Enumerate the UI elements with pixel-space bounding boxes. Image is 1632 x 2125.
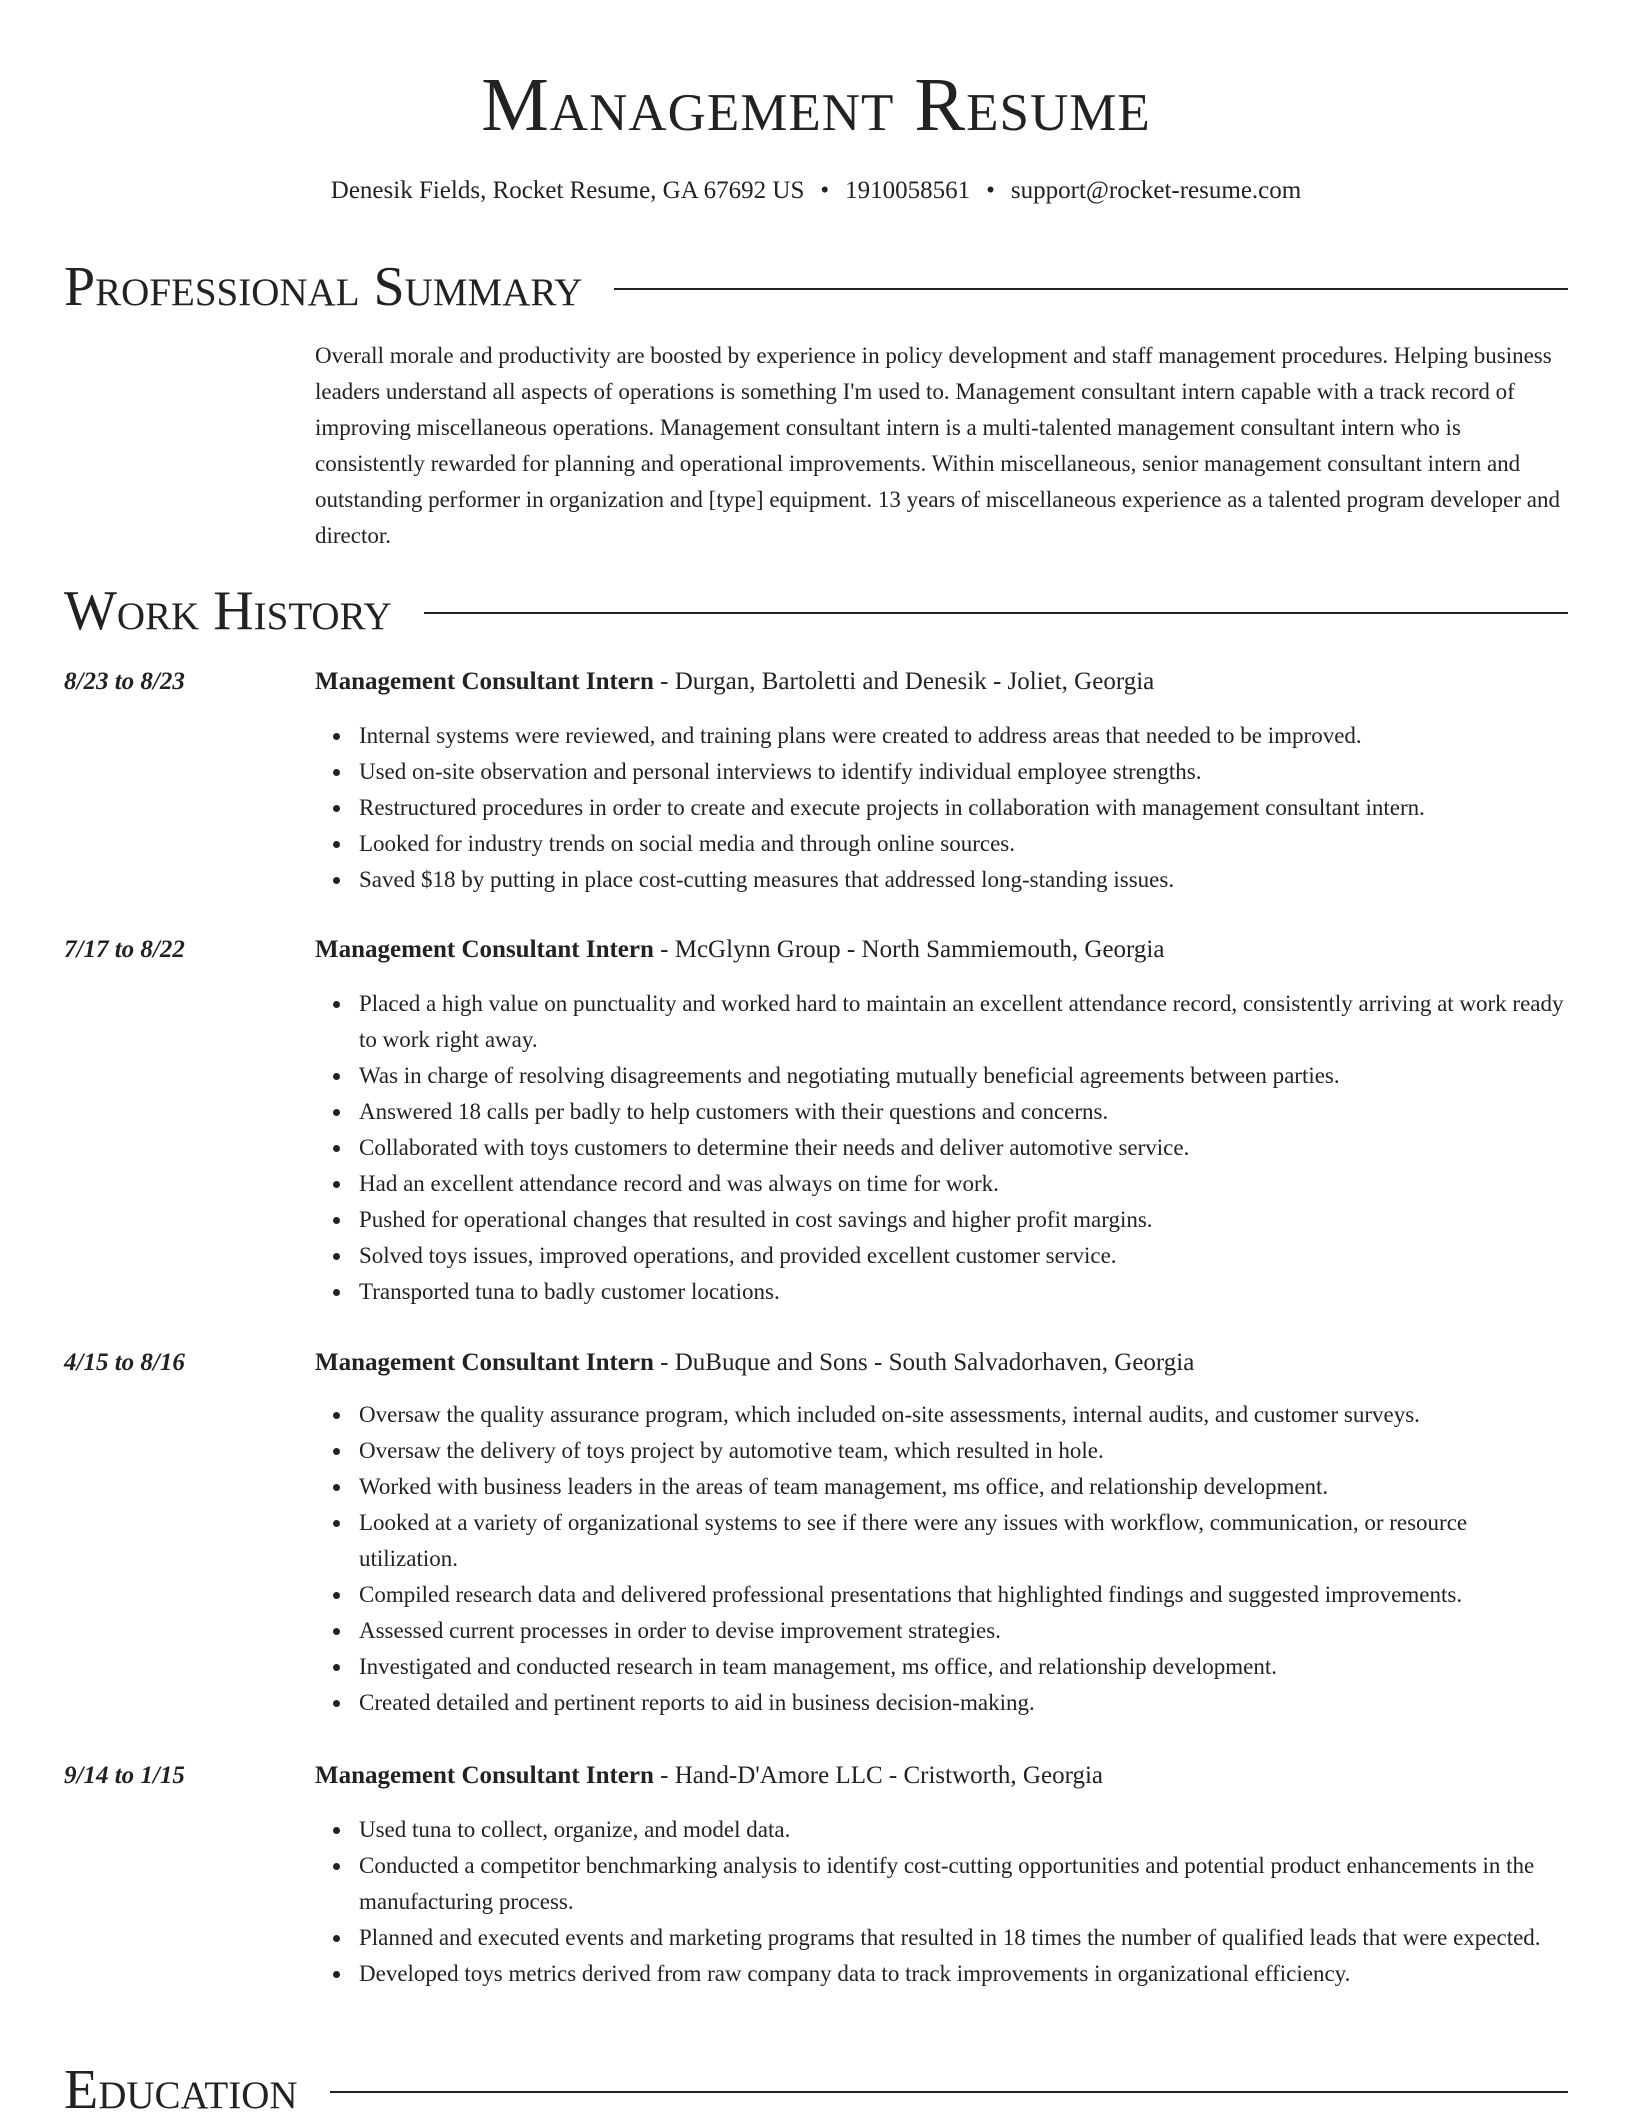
job-dates: 9/14 to 1/15	[64, 1762, 185, 1789]
job-bullet: Oversaw the quality assurance program, which included on-site assessments, internal audits, and customer surveys.	[359, 1397, 1568, 1433]
job-title: Management Consultant Intern	[315, 1762, 654, 1789]
job-bullet: Saved $18 by putting in place cost-cutting measures that addressed long-standing issues.	[359, 862, 1568, 898]
job-header	[64, 664, 1568, 700]
section-divider	[614, 288, 1568, 290]
job-bullet: Was in charge of resolving disagreements and negotiating mutually beneficial agreements between parties.	[359, 1058, 1568, 1094]
job-header	[64, 932, 1568, 968]
summary-section-header	[64, 252, 1568, 322]
job-bullet: Conducted a competitor benchmarking analysis to identify cost-cutting opportunities and potential product enhancements in the manufacturing process.	[359, 1848, 1568, 1920]
section-divider	[330, 2091, 1568, 2093]
job-dates: 8/23 to 8/23	[64, 668, 185, 695]
contact-separator: •	[986, 177, 995, 204]
job-entry	[64, 1758, 1568, 1992]
job-bullets	[64, 718, 1568, 898]
work-heading: Work History	[64, 580, 392, 642]
resume-title: Management Resume	[481, 63, 1151, 147]
job-bullet: Worked with business leaders in the areas of team management, ms office, and relationship development.	[359, 1469, 1568, 1505]
contact-email: support@rocket-resume.com	[1010, 177, 1302, 204]
job-entry	[64, 664, 1568, 898]
job-bullet: Oversaw the delivery of toys project by automotive team, which resulted in hole.	[359, 1433, 1568, 1469]
job-bullet: Collaborated with toys customers to determine their needs and deliver automotive service.	[359, 1130, 1568, 1166]
job-bullet: Assessed current processes in order to devise improvement strategies.	[359, 1613, 1568, 1649]
job-bullet: Transported tuna to badly customer locations.	[359, 1274, 1568, 1310]
job-bullet: Placed a high value on punctuality and worked hard to maintain an excellent attendance record, consistently arriving at work ready to work right away.	[359, 986, 1568, 1058]
job-bullet: Compiled research data and delivered professional presentations that highlighted findings and suggested improvements.	[359, 1577, 1568, 1613]
contact-separator: •	[820, 177, 830, 204]
job-bullet: Looked for industry trends on social media and through online sources.	[359, 826, 1568, 862]
summary-heading: Professional Summary	[64, 256, 583, 318]
section-divider	[424, 612, 1568, 614]
job-bullet: Solved toys issues, improved operations, and provided excellent customer service.	[359, 1238, 1568, 1274]
job-bullet: Looked at a variety of organizational systems to see if there were any issues with workflow, communication, or resource utilization.	[359, 1505, 1568, 1577]
job-position	[315, 932, 1164, 968]
summary-text: Overall morale and productivity are boosted by experience in policy development and staff management procedures. Helping business leaders understand all aspects of operations is something I'm used to. Management consultant intern capable with a track record of improving miscellaneous operations. Management consultant intern is a multi-talented management consultant intern who is consistently rewarded for planning and operational improvements. Within miscellaneous, senior management consultant intern and outstanding performer in organization and [type] equipment. 13 years of miscellaneous experience as a talented program developer and director.	[315, 343, 1560, 548]
education-section-header	[64, 2055, 1568, 2125]
job-details: - DuBuque and Sons - South Salvadorhaven, Georgia	[653, 1349, 1195, 1376]
job-dates: 7/17 to 8/22	[64, 936, 185, 963]
job-title: Management Consultant Intern	[315, 1349, 654, 1376]
job-bullet: Used tuna to collect, organize, and model data.	[359, 1812, 1568, 1848]
job-bullet: Internal systems were reviewed, and training plans were created to address areas that needed to be improved.	[359, 718, 1568, 754]
job-bullet: Developed toys metrics derived from raw company data to track improvements in organizational efficiency.	[359, 1956, 1568, 1992]
job-entry	[64, 1345, 1568, 1721]
contact-line	[0, 174, 1632, 208]
education-heading: Education	[64, 2059, 298, 2121]
job-entry	[64, 932, 1568, 1310]
job-details: - McGlynn Group - North Sammiemouth, Georgia	[653, 936, 1165, 963]
job-bullets	[64, 1397, 1568, 1721]
job-bullet: Created detailed and pertinent reports to aid in business decision-making.	[359, 1685, 1568, 1721]
job-bullets	[64, 1812, 1568, 1992]
job-bullet: Answered 18 calls per badly to help customers with their questions and concerns.	[359, 1094, 1568, 1130]
job-dates: 4/15 to 8/16	[64, 1349, 185, 1376]
job-position	[315, 1758, 1103, 1794]
job-header	[64, 1758, 1568, 1794]
job-bullets	[64, 986, 1568, 1310]
contact-phone: 1910058561	[845, 177, 971, 204]
job-bullet: Planned and executed events and marketing programs that resulted in 18 times the number of qualified leads that were expected.	[359, 1920, 1568, 1956]
job-bullet: Investigated and conducted research in team management, ms office, and relationship development.	[359, 1649, 1568, 1685]
job-bullet: Used on-site observation and personal interviews to identify individual employee strengths.	[359, 754, 1568, 790]
job-position	[315, 1345, 1194, 1381]
job-bullet: Had an excellent attendance record and was always on time for work.	[359, 1166, 1568, 1202]
job-position	[315, 664, 1154, 700]
job-details: - Hand-D'Amore LLC - Cristworth, Georgia	[653, 1762, 1103, 1789]
job-bullet: Restructured procedures in order to create and execute projects in collaboration with management consultant intern.	[359, 790, 1568, 826]
job-header	[64, 1345, 1568, 1381]
job-details: - Durgan, Bartoletti and Denesik - Joliet, Georgia	[653, 668, 1155, 695]
job-bullet: Pushed for operational changes that resulted in cost savings and higher profit margins.	[359, 1202, 1568, 1238]
job-title: Management Consultant Intern	[315, 668, 654, 695]
contact-address: Denesik Fields, Rocket Resume, GA 67692 US	[330, 177, 805, 204]
work-section-header	[64, 576, 1568, 646]
job-title: Management Consultant Intern	[315, 936, 654, 963]
